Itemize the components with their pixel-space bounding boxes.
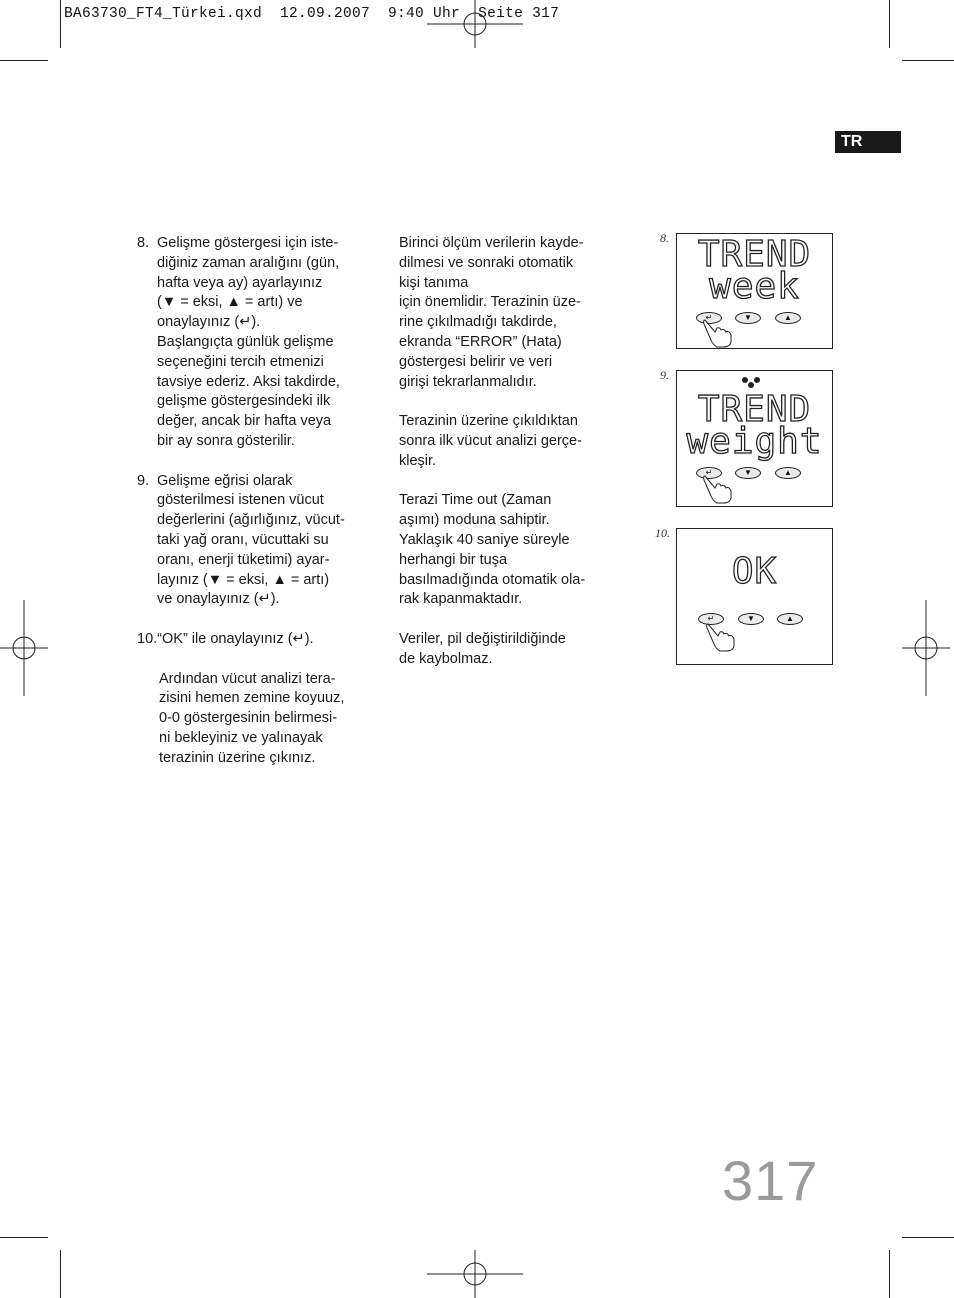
lcd-line-2: week bbox=[709, 266, 800, 307]
text-line: 0-0 göstergesinin belirmesi- bbox=[159, 710, 338, 727]
text-line: aşımı) moduna sahiptir. bbox=[399, 512, 550, 529]
text-line: ve onaylayınız (↵). bbox=[157, 591, 280, 608]
text-line: seçeneğini tercih etmenizi bbox=[157, 353, 324, 370]
lcd-display-figure-8 bbox=[676, 233, 833, 349]
down-button: ▼ bbox=[735, 467, 761, 479]
text-line: Terazinin üzerine çıkıldıktan bbox=[399, 413, 578, 430]
pointing-hand-icon bbox=[704, 621, 740, 653]
registration-mark-right bbox=[902, 600, 950, 696]
column-2 bbox=[399, 234, 609, 670]
item-number: 10. bbox=[137, 630, 158, 647]
text-line: sonra ilk vücut analizi gerçe- bbox=[399, 432, 582, 449]
text-line: kişi tanıma bbox=[399, 274, 469, 291]
text-line: için önemlidir. Terazinin üze- bbox=[399, 294, 581, 311]
paragraph-body-analysis bbox=[399, 412, 609, 471]
enter-button: ↵ bbox=[696, 312, 722, 324]
text-line: gösterilmesi istenen vücut bbox=[157, 492, 324, 509]
text-line: onaylayınız (↵). bbox=[157, 314, 261, 331]
lcd-line-1: OK bbox=[731, 551, 778, 592]
text-line: (▼ = eksi, ▲ = artı) ve bbox=[157, 294, 303, 311]
paragraph-data-retention bbox=[399, 630, 609, 670]
text-line: Gelişme eğrisi olarak bbox=[157, 472, 293, 489]
text-line: de kaybolmaz. bbox=[399, 650, 493, 667]
item-number: 9. bbox=[137, 472, 150, 489]
up-button: ▲ bbox=[777, 613, 803, 625]
registration-mark-bottom bbox=[427, 1250, 523, 1298]
text-line: göstergesi belirir ve veri bbox=[399, 353, 553, 370]
paragraph-timeout bbox=[399, 491, 609, 610]
instruction-item-9 bbox=[137, 472, 367, 611]
page-number: 317 bbox=[722, 1149, 819, 1212]
pointing-hand-icon bbox=[701, 318, 737, 348]
text-line: ekranda “ERROR” (Hata) bbox=[399, 333, 562, 350]
text-line: rak kapanmaktadır. bbox=[399, 591, 523, 608]
text-line: tavsiye ederiz. Aksi takdirde, bbox=[157, 373, 340, 390]
pointing-hand-icon bbox=[701, 473, 737, 505]
text-line: zisini hemen zemine koyuuz, bbox=[159, 690, 345, 707]
text-line: dilmesi ve sonraki otomatik bbox=[399, 254, 574, 271]
text-line: değerlerini (ağırlığınız, vücut- bbox=[157, 512, 345, 529]
lcd-line-1: TREND bbox=[697, 389, 812, 430]
text-line: Veriler, pil değiştirildiğinde bbox=[399, 630, 566, 647]
text-line: rine çıkılmadığı takdirde, bbox=[399, 314, 557, 331]
text-line: basılmadığında otomatik ola- bbox=[399, 571, 586, 588]
text-line: “OK” ile onaylayınız (↵). bbox=[157, 630, 314, 647]
text-line: bir ay sonra gösterilir. bbox=[157, 432, 295, 449]
instruction-item-10 bbox=[137, 630, 367, 650]
down-button: ▼ bbox=[738, 613, 764, 625]
text-line: taki yağ oranı, vücuttaki su bbox=[157, 531, 329, 548]
column-1 bbox=[137, 234, 367, 769]
figure-9-label: 9. bbox=[660, 368, 669, 382]
text-line: diğiniz zaman aralığını (gün, bbox=[157, 254, 340, 271]
text-line: herhangi bir tuşa bbox=[399, 551, 508, 568]
up-button: ▲ bbox=[775, 467, 801, 479]
text-line: Başlangıçta günlük gelişme bbox=[157, 333, 334, 350]
print-slug: BA63730_FT4_Türkei.qxd 12.09.2007 9:40 Uhr Seite 317 bbox=[64, 6, 560, 22]
text-line: gelişme göstergesindeki ilk bbox=[157, 393, 331, 410]
registration-mark-left bbox=[0, 600, 48, 696]
text-line: kleşir. bbox=[399, 452, 437, 469]
paragraph-first-measurement bbox=[399, 234, 609, 392]
text-line: Terazi Time out (Zaman bbox=[399, 492, 552, 509]
down-button: ▼ bbox=[735, 312, 761, 324]
text-line: girişi tekrarlanmalıdır. bbox=[399, 373, 537, 390]
lcd-line-1: TREND bbox=[697, 234, 812, 275]
text-line: Gelişme göstergesi için iste- bbox=[157, 235, 339, 251]
text-line: terazinin üzerine çıkınız. bbox=[159, 749, 316, 766]
enter-button: ↵ bbox=[696, 467, 722, 479]
figure-8-label: 8. bbox=[660, 231, 669, 245]
enter-button: ↵ bbox=[698, 613, 724, 625]
text-line: değer, ancak bir hafta veya bbox=[157, 413, 332, 430]
text-line: ni bekleyiniz ve yalınayak bbox=[159, 729, 323, 746]
item-number: 8. bbox=[137, 235, 150, 251]
lcd-line-2: weight bbox=[686, 421, 823, 462]
lcd-display-figure-9 bbox=[676, 370, 833, 507]
lcd-display-figure-10 bbox=[676, 528, 833, 665]
registration-mark-top bbox=[427, 0, 523, 48]
figure-10-label: 10. bbox=[655, 526, 670, 540]
text-line: layınız (▼ = eksi, ▲ = artı) bbox=[157, 571, 330, 588]
language-badge: TR bbox=[835, 131, 901, 153]
text-line: oranı, enerji tüketimi) ayar- bbox=[157, 551, 330, 568]
text-line: Birinci ölçüm verilerin kayde- bbox=[399, 235, 584, 251]
text-line: Ardından vücut analizi tera- bbox=[159, 670, 336, 687]
after-step-text bbox=[137, 670, 367, 769]
instruction-item-8 bbox=[137, 234, 367, 452]
up-button: ▲ bbox=[775, 312, 801, 324]
text-line: Yaklaşık 40 saniye süreyle bbox=[399, 531, 570, 548]
user-profile-icon bbox=[739, 376, 763, 388]
text-line: hafta veya ay) ayarlayınız bbox=[157, 274, 323, 291]
